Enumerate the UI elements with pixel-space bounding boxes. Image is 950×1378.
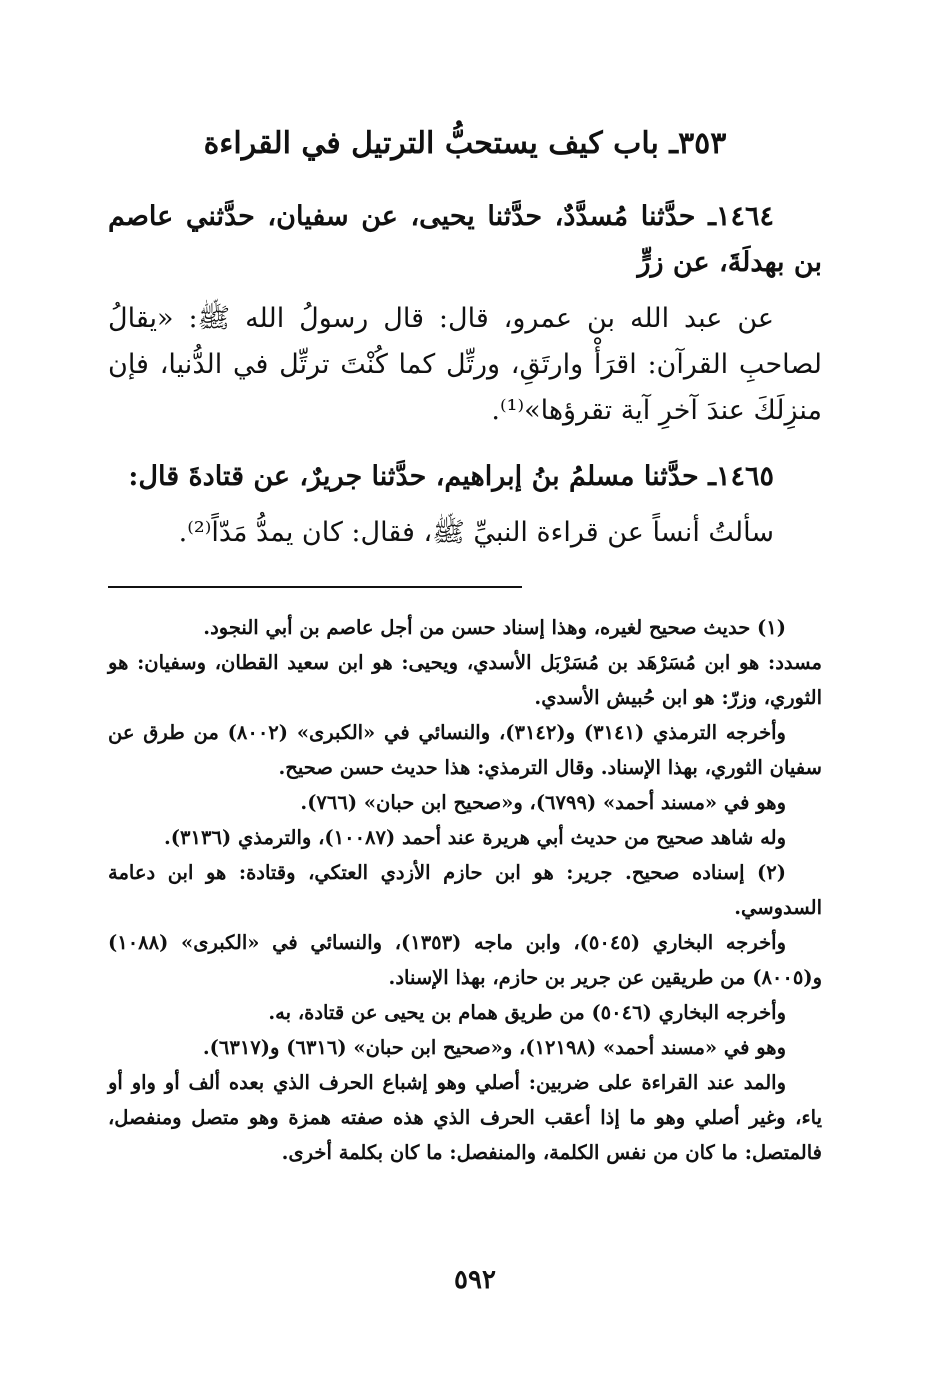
hadith-1-isnad: ١٤٦٤ـ حدَّثنا مُسدَّدٌ، حدَّثنا يحيى، عن سفيان، حدَّثني عاصم بن بهدلَةَ، عن زرٍّ [108,201,822,278]
footnote-divider [108,586,522,588]
page-number: ٥٩٢ [454,1265,496,1295]
footnote-line: والمد عند القراءة على ضربين: أصلي وهو إشباع الحرف الذي بعده ألف أو واو أو ياء، وغير أصلي وهو ما إذا أعقب الحرف الذي هذه صفته همزة وهو متصل ومنفصل، فالمتصل: ما كان من نفس الكلمة، والمنفصل: ما كان بكلمة أخرى. [108,1071,822,1164]
footnote-line: وأخرجه الترمذي (٣١٤١) و(٣١٤٢)، والنسائي في «الكبرى» (٨٠٠٢) من طرق عن سفيان الثوري، بهذا الإسناد. وقال الترمذي: هذا حديث حسن صحيح. [108,721,822,779]
hadith-2-matn: سألتُ أنساً عن قراءة النبيِّ ﷺ، فقال: كان يمدُّ مَدّاً⁽²⁾. [178,517,774,548]
footnote-line: (١) حديث صحيح لغيره، وهذا إسناد حسن من أجل عاصم بن أبي النجود. [203,616,786,639]
footnote-line: وله شاهد صحيح من حديث أبي هريرة عند أحمد (١٠٠٨٧)، والترمذي (٣١٣٦). [164,826,786,849]
hadith-1 [108,194,822,434]
hadith-1-matn: عن عبد الله بن عمرو، قال: قال رسولُ الله ﷺ: «يقالُ لصاحبِ القرآن: اقرَأْ وارتَقِ، ورتِّل كما كُنْتَ ترتِّل في الدُّنيا، فإن منزِلَكَ عندَ آخرِ آية تقرؤها»⁽¹⁾. [108,303,822,426]
hadith-2-isnad: ١٤٦٥ـ حدَّثنا مسلمُ بنُ إبراهيم، حدَّثنا جريرٌ، عن قتادةَ قال: [128,461,774,492]
footnote-line: وأخرجه البخاري (٥٠٤٦) من طريق همام بن يحيى عن قتادة، به. [268,1001,786,1024]
book-page [108,110,822,1338]
footnote-line: وأخرجه البخاري (٥٠٤٥)، وابن ماجه (١٣٥٣)، والنسائي في «الكبرى» (١٠٨٨) و(٨٠٠٥) من طريقين عن جرير بن حازم، بهذا الإسناد. [108,931,822,989]
footnote-line: وهو في «مسند أحمد» (١٢١٩٨)، و«صحيح ابن حبان» (٦٣١٦) و(٦٣١٧). [202,1036,786,1059]
footnote-line: (٢) إسناده صحيح. جرير: هو ابن حازم الأزدي العتكي، وقتادة: هو ابن دعامة السدوسي. [108,861,822,919]
footnote-line: مسدد: هو ابن مُسَرْهَد بن مُسَرْبَل الأسدي، ويحيى: هو ابن سعيد القطان، وسفيان: هو الثوري، وزرّ: هو ابن حُبيش الأسدي. [108,651,822,709]
footnotes [108,610,822,1170]
footnote-line: وهو في «مسند أحمد» (٦٧٩٩)، و«صحيح ابن حبان» (٧٦٦). [300,791,786,814]
spacer [108,434,822,454]
hadith-2 [108,454,822,556]
chapter-title: ٣٥٣ـ باب كيف يستحبُّ الترتيل في القراءة [203,126,727,161]
